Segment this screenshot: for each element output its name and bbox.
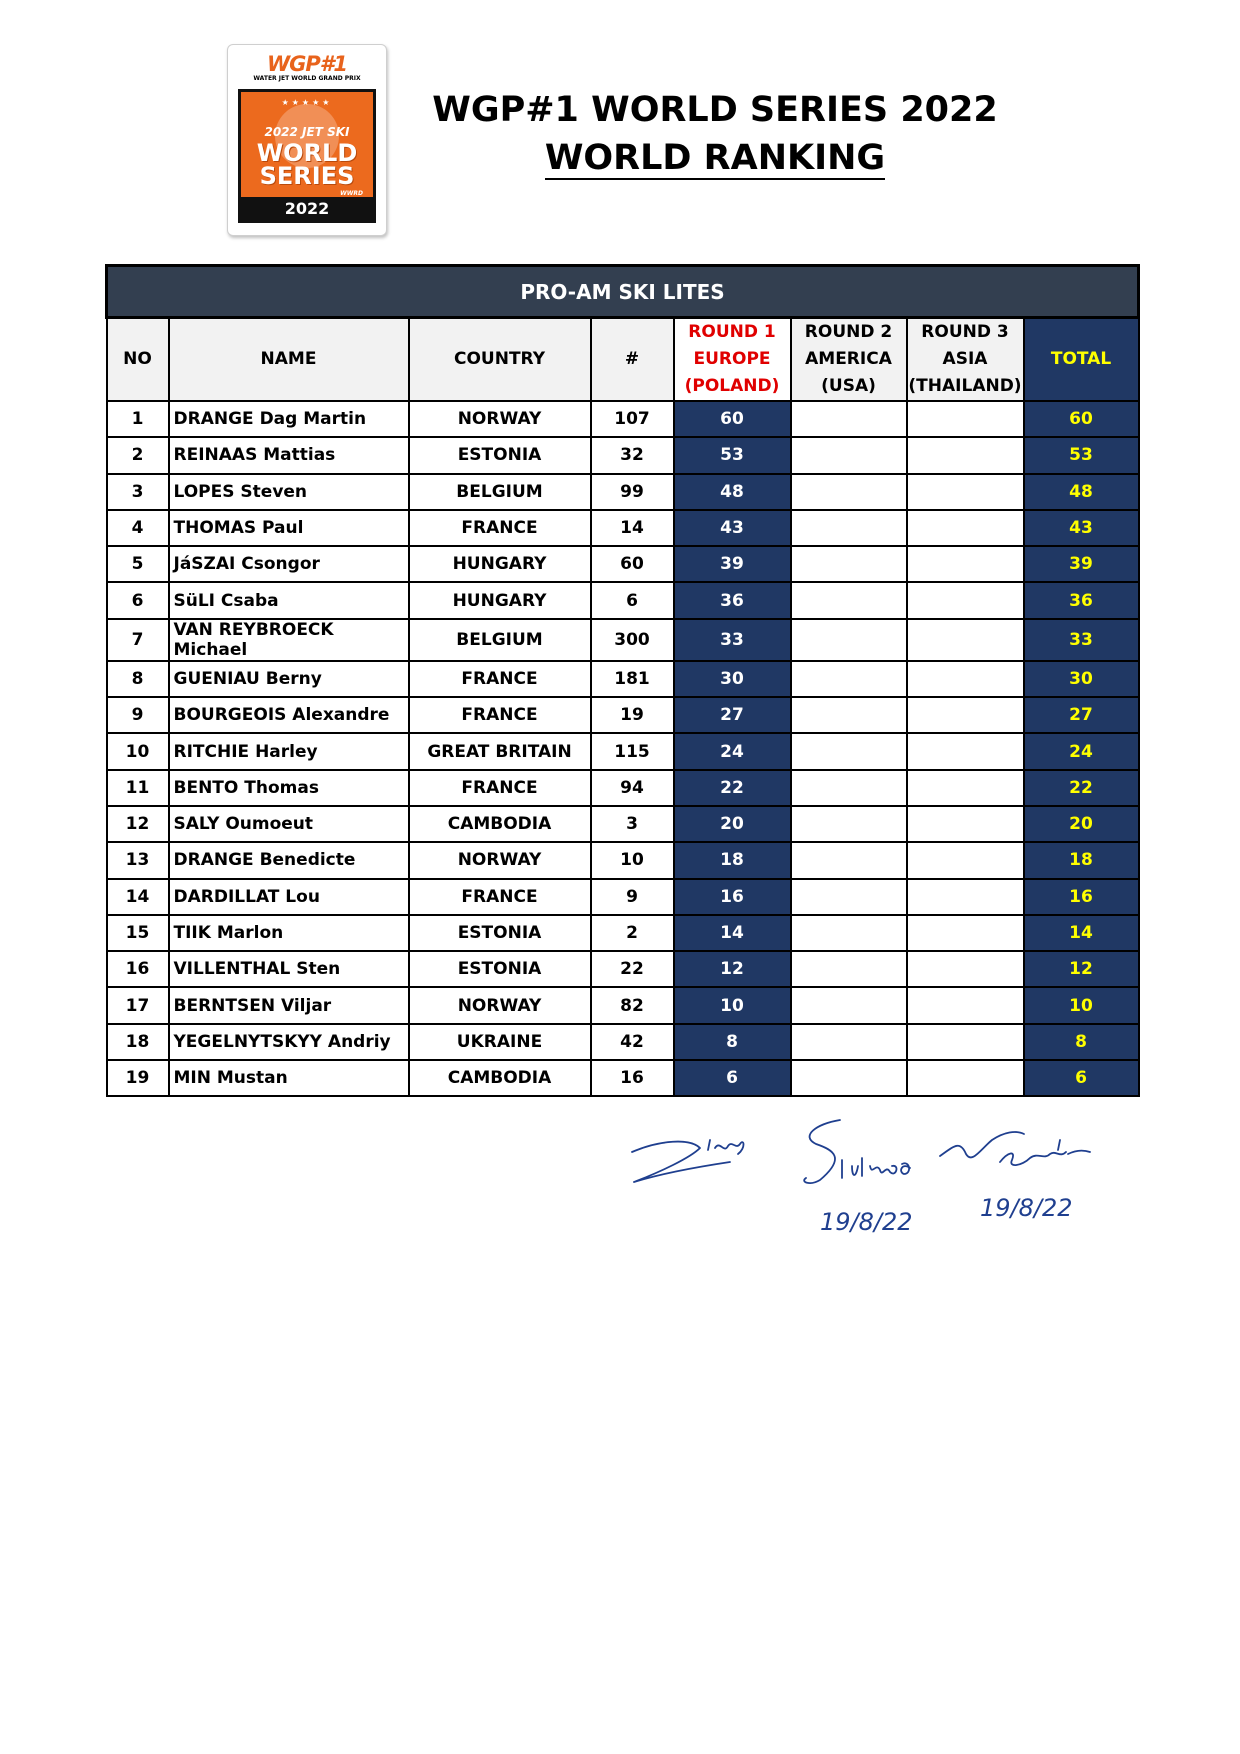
rank-cell: 15 — [107, 915, 169, 951]
rank-cell: 13 — [107, 842, 169, 878]
round1-score-cell: 20 — [674, 806, 791, 842]
total-score-cell: 6 — [1024, 1060, 1139, 1096]
name-cell: SALY Oumoeut — [169, 806, 409, 842]
country-cell: ESTONIA — [409, 915, 591, 951]
number-cell: 181 — [591, 661, 674, 697]
round1-score-cell: 30 — [674, 661, 791, 697]
round2-score-cell — [791, 437, 907, 473]
name-cell: SüLI Csaba — [169, 582, 409, 618]
round1-line2: EUROPE — [693, 349, 771, 369]
round2-score-cell — [791, 474, 907, 510]
logo-small-text: 2022 JET SKI — [264, 125, 350, 139]
total-score-cell: 39 — [1024, 546, 1139, 582]
round1-score-cell: 60 — [674, 401, 791, 437]
event-logo — [227, 44, 387, 236]
country-cell: FRANCE — [409, 770, 591, 806]
ranking-table-body — [107, 401, 1139, 1096]
total-score-cell: 43 — [1024, 510, 1139, 546]
number-cell: 2 — [591, 915, 674, 951]
name-cell: JáSZAI Csongor — [169, 546, 409, 582]
country-cell: HUNGARY — [409, 546, 591, 582]
round2-score-cell — [791, 619, 907, 661]
table-row — [107, 619, 1139, 661]
country-cell: FRANCE — [409, 697, 591, 733]
name-cell: REINAAS Mattias — [169, 437, 409, 473]
table-row — [107, 770, 1139, 806]
round1-score-cell: 10 — [674, 987, 791, 1023]
round2-score-cell — [791, 1024, 907, 1060]
number-cell: 99 — [591, 474, 674, 510]
table-row — [107, 546, 1139, 582]
round3-score-cell — [907, 546, 1024, 582]
round2-line3: (USA) — [821, 376, 876, 396]
round2-score-cell — [791, 401, 907, 437]
table-row — [107, 437, 1139, 473]
number-cell: 107 — [591, 401, 674, 437]
country-cell: FRANCE — [409, 661, 591, 697]
total-score-cell: 20 — [1024, 806, 1139, 842]
name-cell: TIIK Marlon — [169, 915, 409, 951]
round1-score-cell: 8 — [674, 1024, 791, 1060]
round3-score-cell — [907, 474, 1024, 510]
logo-year: 2022 — [241, 197, 373, 220]
number-cell: 16 — [591, 1060, 674, 1096]
round2-score-cell — [791, 879, 907, 915]
country-cell: NORWAY — [409, 842, 591, 878]
number-cell: 32 — [591, 437, 674, 473]
name-cell: DRANGE Dag Martin — [169, 401, 409, 437]
col-header-round1 — [674, 318, 791, 402]
name-cell: YEGELNYTSKYY Andriy — [169, 1024, 409, 1060]
table-row — [107, 915, 1139, 951]
round3-score-cell — [907, 401, 1024, 437]
total-score-cell: 27 — [1024, 697, 1139, 733]
round1-score-cell: 16 — [674, 879, 791, 915]
col-header-total: TOTAL — [1024, 318, 1139, 402]
col-header-country: COUNTRY — [409, 318, 591, 402]
country-cell: NORWAY — [409, 987, 591, 1023]
col-header-round2 — [791, 318, 907, 402]
round1-line1: ROUND 1 — [688, 322, 776, 342]
name-cell: GUENIAU Berny — [169, 661, 409, 697]
rank-cell: 4 — [107, 510, 169, 546]
round2-score-cell — [791, 987, 907, 1023]
round2-score-cell — [791, 733, 907, 769]
name-cell: VILLENTHAL Sten — [169, 951, 409, 987]
table-row — [107, 987, 1139, 1023]
table-row — [107, 879, 1139, 915]
round3-score-cell — [907, 733, 1024, 769]
page-title: WGP#1 WORLD SERIES 2022 — [432, 90, 998, 130]
country-cell: HUNGARY — [409, 582, 591, 618]
total-score-cell: 48 — [1024, 474, 1139, 510]
number-cell: 9 — [591, 879, 674, 915]
table-row — [107, 582, 1139, 618]
rank-cell: 12 — [107, 806, 169, 842]
round1-score-cell: 18 — [674, 842, 791, 878]
round3-score-cell — [907, 951, 1024, 987]
round2-score-cell — [791, 770, 907, 806]
number-cell: 22 — [591, 951, 674, 987]
rank-cell: 1 — [107, 401, 169, 437]
round3-score-cell — [907, 770, 1024, 806]
col-header-round3 — [907, 318, 1024, 402]
table-row — [107, 661, 1139, 697]
table-row — [107, 510, 1139, 546]
rank-cell: 8 — [107, 661, 169, 697]
round3-score-cell — [907, 987, 1024, 1023]
name-cell: MIN Mustan — [169, 1060, 409, 1096]
number-cell: 82 — [591, 987, 674, 1023]
round3-score-cell — [907, 879, 1024, 915]
round1-score-cell: 22 — [674, 770, 791, 806]
country-cell: FRANCE — [409, 510, 591, 546]
round1-score-cell: 14 — [674, 915, 791, 951]
signature-4 — [1000, 1140, 1090, 1165]
logo-subtitle: WATER JET WORLD GRAND PRIX — [253, 75, 361, 82]
table-row — [107, 474, 1139, 510]
logo-big-text-2: SERIES — [259, 162, 355, 190]
signature-date-2: 19/8/22 — [980, 1194, 1073, 1222]
table-row — [107, 1060, 1139, 1096]
number-cell: 10 — [591, 842, 674, 878]
logo-tiny-text: WWRD — [340, 190, 363, 197]
country-cell: BELGIUM — [409, 474, 591, 510]
rank-cell: 14 — [107, 879, 169, 915]
name-cell: BENTO Thomas — [169, 770, 409, 806]
number-cell: 19 — [591, 697, 674, 733]
round3-score-cell — [907, 661, 1024, 697]
name-cell: LOPES Steven — [169, 474, 409, 510]
table-row — [107, 1024, 1139, 1060]
round2-line1: ROUND 2 — [804, 322, 893, 342]
name-cell: DARDILLAT Lou — [169, 879, 409, 915]
round2-score-cell — [791, 1060, 907, 1096]
country-cell: ESTONIA — [409, 437, 591, 473]
round2-score-cell — [791, 582, 907, 618]
total-score-cell: 10 — [1024, 987, 1139, 1023]
country-cell: UKRAINE — [409, 1024, 591, 1060]
number-cell: 115 — [591, 733, 674, 769]
rank-cell: 5 — [107, 546, 169, 582]
logo-big-text-1: WORLD — [256, 139, 358, 167]
country-cell: NORWAY — [409, 401, 591, 437]
name-cell: BOURGEOIS Alexandre — [169, 697, 409, 733]
rank-cell: 19 — [107, 1060, 169, 1096]
rank-cell: 18 — [107, 1024, 169, 1060]
round1-score-cell: 36 — [674, 582, 791, 618]
total-score-cell: 14 — [1024, 915, 1139, 951]
logo-panel — [238, 89, 376, 223]
rank-cell: 2 — [107, 437, 169, 473]
round3-line3: (THAILAND) — [908, 376, 1022, 396]
number-cell: 3 — [591, 806, 674, 842]
number-cell: 14 — [591, 510, 674, 546]
rank-cell: 17 — [107, 987, 169, 1023]
logo-header — [228, 53, 386, 83]
logo-brand: WGP#1 — [266, 52, 347, 76]
rank-cell: 3 — [107, 474, 169, 510]
number-cell: 60 — [591, 546, 674, 582]
col-header-no: NO — [107, 318, 169, 402]
round1-score-cell: 6 — [674, 1060, 791, 1096]
round1-score-cell: 33 — [674, 619, 791, 661]
round1-score-cell: 48 — [674, 474, 791, 510]
round1-score-cell: 43 — [674, 510, 791, 546]
rank-cell: 16 — [107, 951, 169, 987]
round2-score-cell — [791, 951, 907, 987]
rank-cell: 6 — [107, 582, 169, 618]
category-header: PRO-AM SKI LITES — [107, 266, 1139, 318]
country-cell: CAMBODIA — [409, 806, 591, 842]
ranking-table-wrapper — [105, 264, 1137, 1097]
total-score-cell: 18 — [1024, 842, 1139, 878]
col-header-number: # — [591, 318, 674, 402]
round3-score-cell — [907, 1060, 1024, 1096]
name-cell: RITCHIE Harley — [169, 733, 409, 769]
country-cell: ESTONIA — [409, 951, 591, 987]
number-cell: 42 — [591, 1024, 674, 1060]
round3-score-cell — [907, 582, 1024, 618]
total-score-cell: 33 — [1024, 619, 1139, 661]
country-cell: GREAT BRITAIN — [409, 733, 591, 769]
col-header-name: NAME — [169, 318, 409, 402]
round3-score-cell — [907, 915, 1024, 951]
round3-score-cell — [907, 437, 1024, 473]
signature-1 — [632, 1140, 744, 1182]
round1-score-cell: 27 — [674, 697, 791, 733]
total-score-cell: 60 — [1024, 401, 1139, 437]
total-score-cell: 16 — [1024, 879, 1139, 915]
name-cell: THOMAS Paul — [169, 510, 409, 546]
round1-score-cell: 12 — [674, 951, 791, 987]
round2-score-cell — [791, 546, 907, 582]
page-subtitle-text: WORLD RANKING — [544, 138, 886, 178]
signature-2 — [804, 1120, 910, 1183]
country-cell: CAMBODIA — [409, 1060, 591, 1096]
round2-score-cell — [791, 510, 907, 546]
total-score-cell: 30 — [1024, 661, 1139, 697]
round3-score-cell — [907, 510, 1024, 546]
logo-stars-icon: ★★★★★ — [281, 98, 333, 107]
round3-score-cell — [907, 697, 1024, 733]
page-subtitle — [420, 138, 1010, 178]
round3-score-cell — [907, 806, 1024, 842]
table-row — [107, 401, 1139, 437]
total-score-cell: 8 — [1024, 1024, 1139, 1060]
table-row — [107, 806, 1139, 842]
round1-score-cell: 24 — [674, 733, 791, 769]
round3-line1: ROUND 3 — [921, 322, 1009, 342]
ranking-table — [105, 264, 1140, 1097]
table-row — [107, 842, 1139, 878]
name-cell: DRANGE Benedicte — [169, 842, 409, 878]
number-cell: 94 — [591, 770, 674, 806]
round2-score-cell — [791, 697, 907, 733]
country-cell: FRANCE — [409, 879, 591, 915]
table-row — [107, 951, 1139, 987]
rank-cell: 7 — [107, 619, 169, 661]
name-cell: VAN REYBROECK Michael — [169, 619, 409, 661]
number-cell: 6 — [591, 582, 674, 618]
total-score-cell: 12 — [1024, 951, 1139, 987]
round3-score-cell — [907, 842, 1024, 878]
total-score-cell: 24 — [1024, 733, 1139, 769]
rank-cell: 9 — [107, 697, 169, 733]
name-cell: BERNTSEN Viljar — [169, 987, 409, 1023]
round2-score-cell — [791, 661, 907, 697]
signature-date-1: 19/8/22 — [820, 1208, 913, 1236]
table-row — [107, 697, 1139, 733]
rank-cell: 10 — [107, 733, 169, 769]
round2-score-cell — [791, 806, 907, 842]
round2-score-cell — [791, 842, 907, 878]
total-score-cell: 36 — [1024, 582, 1139, 618]
number-cell: 300 — [591, 619, 674, 661]
round3-line2: ASIA — [942, 349, 988, 369]
total-score-cell: 53 — [1024, 437, 1139, 473]
rank-cell: 11 — [107, 770, 169, 806]
column-header-row — [107, 318, 1139, 402]
round2-line2: AMERICA — [805, 349, 892, 369]
round3-score-cell — [907, 619, 1024, 661]
logo-big-text — [241, 139, 373, 190]
table-row — [107, 733, 1139, 769]
round2-score-cell — [791, 915, 907, 951]
country-cell: BELGIUM — [409, 619, 591, 661]
total-score-cell: 22 — [1024, 770, 1139, 806]
round1-score-cell: 53 — [674, 437, 791, 473]
round3-score-cell — [907, 1024, 1024, 1060]
signatures — [620, 1110, 1140, 1240]
round1-line3: (POLAND) — [684, 376, 780, 396]
round1-score-cell: 39 — [674, 546, 791, 582]
